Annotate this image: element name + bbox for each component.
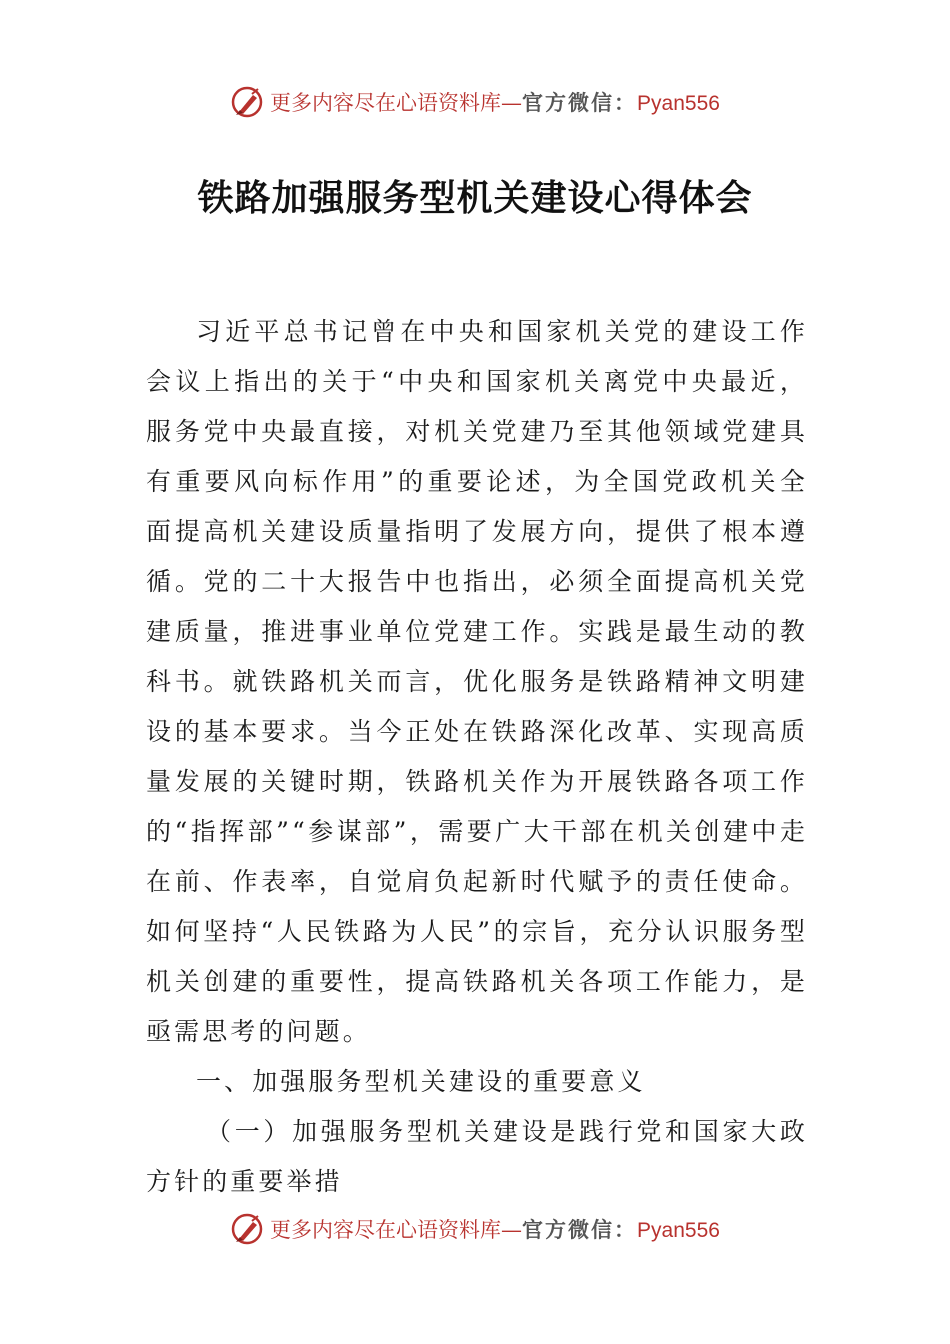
body-paragraph: 习近平总书记曾在中央和国家机关党的建设工作会议上指出的关于“中央和国家机关离党中央最近，服务党中央最直接，对机关党建乃至其他领域党建具有重要风向标作用”的重要论述，为全国党政机关全面提高机关建设质量指明了发展方向，提供了根本遵循。党的二十大报告中也指出，必须全面提高机关党建质量，推进事业单位党建工作。实践是最生动的教科书。就铁路机关而言，优化服务是铁路精神文明建设的基本要求。当今正处在铁路深化改革、实现高质量发展的关键时期，铁路机关作为开展铁路各项工作的“指挥部”“参谋部”，需要广大干部在机关创建中走在前、作表率，自觉肩负起新时代赋予的责任使命。如何坚持“人民铁路为人民”的宗旨，充分认识服务型机关创建的重要性，提高铁路机关各项工作能力，是亟需思考的问题。 [146,317,808,1046]
footer-watermark-banner [0,1209,950,1249]
header-watermark-banner [0,82,950,122]
section-heading: 一、加强服务型机关建设的重要意义 [196,1067,646,1096]
banner-text: 更多内容尽在心语资料库—官方微信：Pyan556 [270,1217,720,1242]
document-body [146,307,808,1207]
pen-logo-icon [230,85,264,119]
document-title: 铁路加强服务型机关建设心得体会 [197,177,753,219]
pen-logo-icon [230,1212,264,1246]
banner-text: 更多内容尽在心语资料库—官方微信：Pyan556 [270,90,720,115]
subsection-heading: （一）加强服务型机关建设是践行党和国家大政方针的重要举措 [146,1117,808,1196]
